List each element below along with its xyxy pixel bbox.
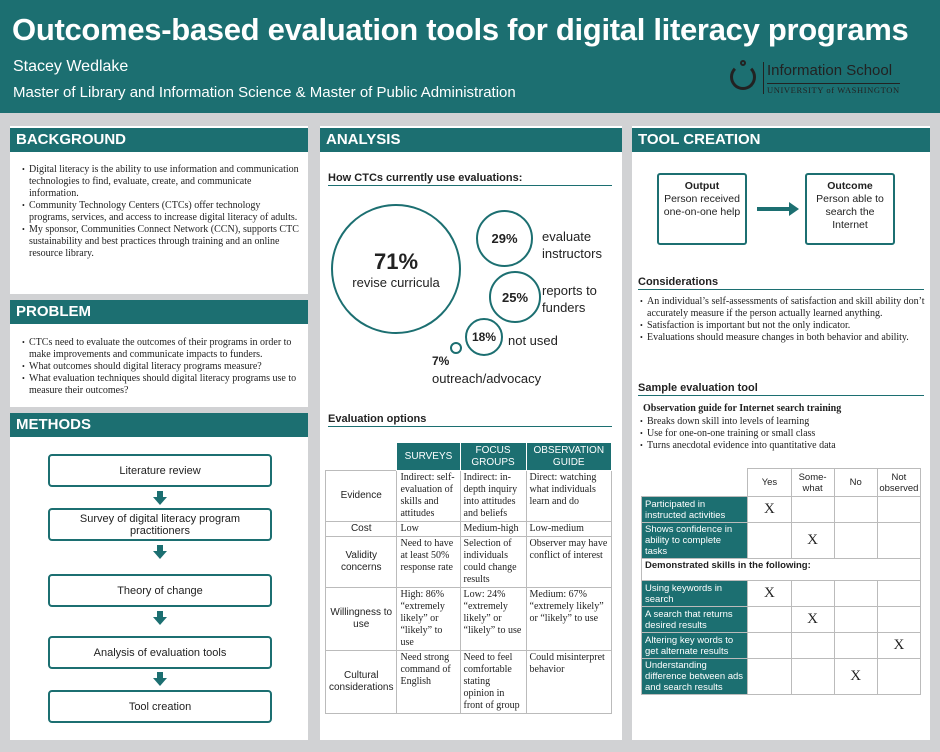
row-label: Cultural considerations [326,651,397,714]
methods-heading: METHODS [10,413,308,437]
outcome-text: Person able to search the Internet [816,193,884,231]
empty-cell [834,523,877,559]
empty-cell [834,633,877,659]
table-row [642,659,921,695]
cell: Medium: 67% “extremely likely” or “likely” to use [526,588,611,651]
row-label: Altering key words to get alternate results [642,633,748,659]
logo-university: UNIVERSITY of WASHINGTON [767,85,900,95]
empty-cell [877,607,920,633]
method-step: Analysis of evaluation tools [48,636,272,669]
column-header: No [834,469,877,497]
section-label: Demonstrated skills in the following: [642,559,921,581]
empty-cell [877,581,920,607]
row-label: Participated in instructed activities [642,497,748,523]
list-item: • My sponsor, Communities Connect Network (CCN), supports CTC sustainability and best practices through training and an online resource library. [20,224,300,260]
empty-cell [877,523,920,559]
usage-title: How CTCs currently use evaluations: [328,172,612,186]
row-label: A search that returns desired results [642,607,748,633]
considerations-list [638,296,928,344]
list-item: • What evaluation techniques should digital literacy programs use to measure their outcomes? [20,373,304,397]
answer-mark: X [791,523,834,559]
empty-cell [748,659,791,695]
cell: Medium-high [460,522,526,537]
bubble-label: outreach/advocacy [432,371,542,386]
output-text: Person received one-on-one help [663,193,741,218]
answer-mark: X [877,633,920,659]
empty-cell [791,659,834,695]
answer-mark: X [791,607,834,633]
cell: Need to have at least 50% response rate [397,537,460,588]
row-label: Validity concerns [326,537,397,588]
table-row [642,497,921,523]
list-item: • Breaks down skill into levels of learning [638,416,928,428]
outcome-title: Outcome [827,180,873,192]
list-item: • CTCs need to evaluate the outcomes of their programs in order to make improvements and communicate impacts to funders. [20,337,304,361]
cell: Low-medium [526,522,611,537]
arrow-down-icon [153,672,167,686]
bubble-pct: 25% [501,289,529,305]
problem-list [20,337,304,397]
logo-divider [763,62,764,94]
empty-cell [877,497,920,523]
arrow-right-icon [757,202,799,216]
method-step: Theory of change [48,574,272,607]
bubble-pct: 71% [373,248,419,274]
empty-cell [834,607,877,633]
column-header: Not observed [877,469,920,497]
empty-cell [748,607,791,633]
sample-title: Sample evaluation tool [638,382,924,396]
logo-ring-icon [730,64,756,90]
list-item: • Evaluations should measure changes in both behavior and ability. [638,332,928,344]
background-list [20,164,300,260]
bubble-reports-to-funders [489,271,541,323]
table-row [642,607,921,633]
row-label: Willingness to use [326,588,397,651]
bubble-label: revise curricula [352,274,440,290]
degree-line: Master of Library and Information Science & Master of Public Administration [13,84,516,101]
left-column [10,126,308,740]
empty-cell [791,633,834,659]
list-item: • Turns anecdotal evidence into quantitative data [638,440,928,452]
column-header: Yes [748,469,791,497]
poster-title: Outcomes-based evaluation tools for digital literacy programs [12,12,909,47]
table-row [642,523,921,559]
guide-title: Observation guide for Internet search training [643,403,842,414]
bubble-pct: 29% [491,231,518,246]
empty-cell [791,581,834,607]
cell: Need to feel comfortable stating opinion in front of group [460,651,526,714]
answer-mark: X [748,497,791,523]
empty-cell [748,523,791,559]
analysis-column [320,126,622,740]
poster-header [0,0,940,113]
bubble-not-used [465,318,503,356]
bubble-outreach [450,342,462,354]
arrow-down-icon [153,545,167,559]
background-heading: BACKGROUND [10,128,308,152]
evaluation-options-table [325,442,612,714]
column-header: FOCUS GROUPS [460,443,526,471]
table-row [642,633,921,659]
row-label: Understanding difference between ads and search results [642,659,748,695]
logo-dot-icon [740,60,746,66]
bubble-pct: 18% [471,330,497,344]
row-label: Cost [326,522,397,537]
column-header: Some-what [791,469,834,497]
logo-school: Information School [767,62,893,79]
column-header: SURVEYS [397,443,460,471]
output-box [657,173,747,245]
cell: High: 86% “extremely likely” or “likely” to use [397,588,460,651]
list-item: • Community Technology Centers (CTCs) offer technology programs, services, and access to increase digital literacy of adults. [20,200,300,224]
author-name: Stacey Wedlake [13,58,129,75]
row-label: Shows confidence in ability to complete tasks [642,523,748,559]
tool-heading: TOOL CREATION [632,128,930,152]
outcome-box [805,173,895,245]
bubble-evaluate-instructors [476,210,533,267]
answer-mark: X [748,581,791,607]
table-row [326,537,612,588]
cell: Could misinterpret behavior [526,651,611,714]
cell: Need strong command of English [397,651,460,714]
bubble-revise-curricula [331,204,461,334]
observation-guide-table [641,468,921,695]
bubble-label: reports to funders [542,283,597,315]
empty-cell [791,497,834,523]
table-row [326,471,612,522]
list-item: • Satisfaction is important but not the only indicator. [638,320,928,332]
list-item: • Use for one-on-one training or small class [638,428,928,440]
output-title: Output [684,180,720,192]
analysis-heading: ANALYSIS [320,128,622,152]
list-item: • An individual’s self-assessments of satisfaction and skill ability don’t accurately measure if the person actually learned anything. [638,296,928,320]
cell: Low [397,522,460,537]
bubble-pct: 7% [432,354,450,368]
table-row [326,522,612,537]
row-label: Evidence [326,471,397,522]
empty-cell [834,497,877,523]
empty-cell [748,633,791,659]
arrow-down-icon [153,611,167,625]
cell: Observer may have conflict of interest [526,537,611,588]
method-step: Tool creation [48,690,272,723]
answer-mark: X [834,659,877,695]
arrow-down-icon [153,491,167,505]
table-row [326,651,612,714]
method-step: Literature review [48,454,272,487]
list-item: • Digital literacy is the ability to use information and communication technologies to find, evaluate, create, and communicate information. [20,164,300,200]
method-step: Survey of digital literacy program practitioners [48,508,272,541]
cell: Low: 24% “extremely likely” or “likely” to use [460,588,526,651]
table-row [326,588,612,651]
list-item: • What outcomes should digital literacy programs measure? [20,361,304,373]
empty-cell [834,581,877,607]
row-label: Using keywords in search [642,581,748,607]
options-title: Evaluation options [328,413,612,427]
bubble-label: evaluate instructors [542,229,602,261]
cell: Direct: watching what individuals learn and do [526,471,611,522]
cell: Selection of individuals could change results [460,537,526,588]
considerations-title: Considerations [638,276,924,290]
column-header: OBSERVATION GUIDE [526,443,611,471]
table-row [642,581,921,607]
problem-heading: PROBLEM [10,300,308,324]
bubble-label: not used [508,333,558,348]
cell: Indirect: self-evaluation of skills and attitudes [397,471,460,522]
cell: Indirect: in-depth inquiry into attitudes and beliefs [460,471,526,522]
guide-list [638,416,928,452]
empty-cell [877,659,920,695]
